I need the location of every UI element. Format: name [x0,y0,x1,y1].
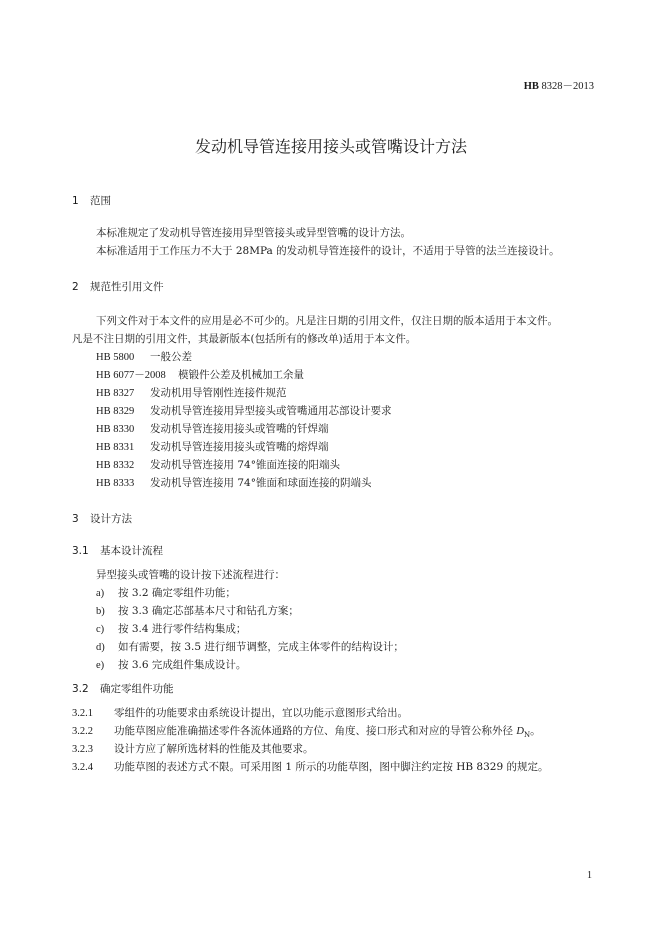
list-item: c) 按 3.4 进行零件结构集成； [96,623,247,635]
list-item: e) 按 3.6 完成组件集成设计。 [96,659,247,671]
reference-item: HB 8332 发动机导管连接用 74°锥面连接的阳端头 [96,459,340,471]
clause-3-2-2: 3.2.2 功能草图应能准确描述零件各流体通路的方位、角度、接口形式和对应的导管公称外径 $D_N$。 [72,725,541,740]
page-number: 1 [587,870,592,881]
section-1-heading: 1 范围 [72,195,111,207]
clause-3-2-4: 3.2.4 功能草图的表述方式不限。可采用图 1 所示的功能草图，图中脚注约定按 HB 8329 的规定。 [72,761,549,773]
list-item: b) 按 3.3 确定芯部基本尺寸和钻孔方案； [96,605,299,617]
section-1-paragraph-2: 本标准适用于工作压力不大于 28MPa 的发动机导管连接件的设计，不适用于导管的法兰连接设计。 [96,245,560,257]
reference-item: HB 8330 发动机导管连接用接头或管嘴的钎焊端 [96,423,329,435]
reference-item: HB 6077－2008 模锻件公差及机械加工余量 [96,369,304,381]
list-item: a) 按 3.2 确定零组件功能； [96,587,236,599]
section-1-paragraph-1: 本标准规定了发动机导管连接用异型管接头或异型管嘴的设计方法。 [96,227,411,239]
list-item: d) 如有需要，按 3.5 进行细节调整，完成主体零件的结构设计； [96,641,404,653]
section-2-intro-line-2: 凡是不注日期的引用文件，其最新版本(包括所有的修改单)适用于本文件。 [72,333,417,345]
reference-item: HB 8327 发动机用导管刚性连接件规范 [96,387,287,399]
standard-number: HB 8328－2013 [523,81,594,92]
reference-item: HB 8331 发动机导管连接用接头或管嘴的熔焊端 [96,441,329,453]
section-3-2-heading: 3.2 确定零组件功能 [72,683,174,695]
section-2-heading: 2 规范性引用文件 [72,281,164,293]
section-3-heading: 3 设计方法 [72,513,132,525]
section-2-intro-line-1: 下列文件对于本文件的应用是必不可少的。凡是注日期的引用文件，仅注日期的版本适用于本文件。 [96,315,558,327]
clause-3-2-3: 3.2.3 设计方应了解所选材料的性能及其他要求。 [72,743,314,755]
reference-item: HB 5800 一般公差 [96,351,192,363]
clause-3-2-1: 3.2.1 零组件的功能要求由系统设计提出，宜以功能示意图形式给出。 [72,707,408,719]
section-3-1-intro: 异型接头或管嘴的设计按下述流程进行： [96,569,285,581]
reference-item: HB 8329 发动机导管连接用异型接头或管嘴通用芯部设计要求 [96,405,392,417]
section-3-1-heading: 3.1 基本设计流程 [72,545,163,557]
document-title: 发动机导管连接用接头或管嘴设计方法 [194,137,467,156]
reference-item: HB 8333 发动机导管连接用 74°锥面和球面连接的阴端头 [96,477,372,489]
